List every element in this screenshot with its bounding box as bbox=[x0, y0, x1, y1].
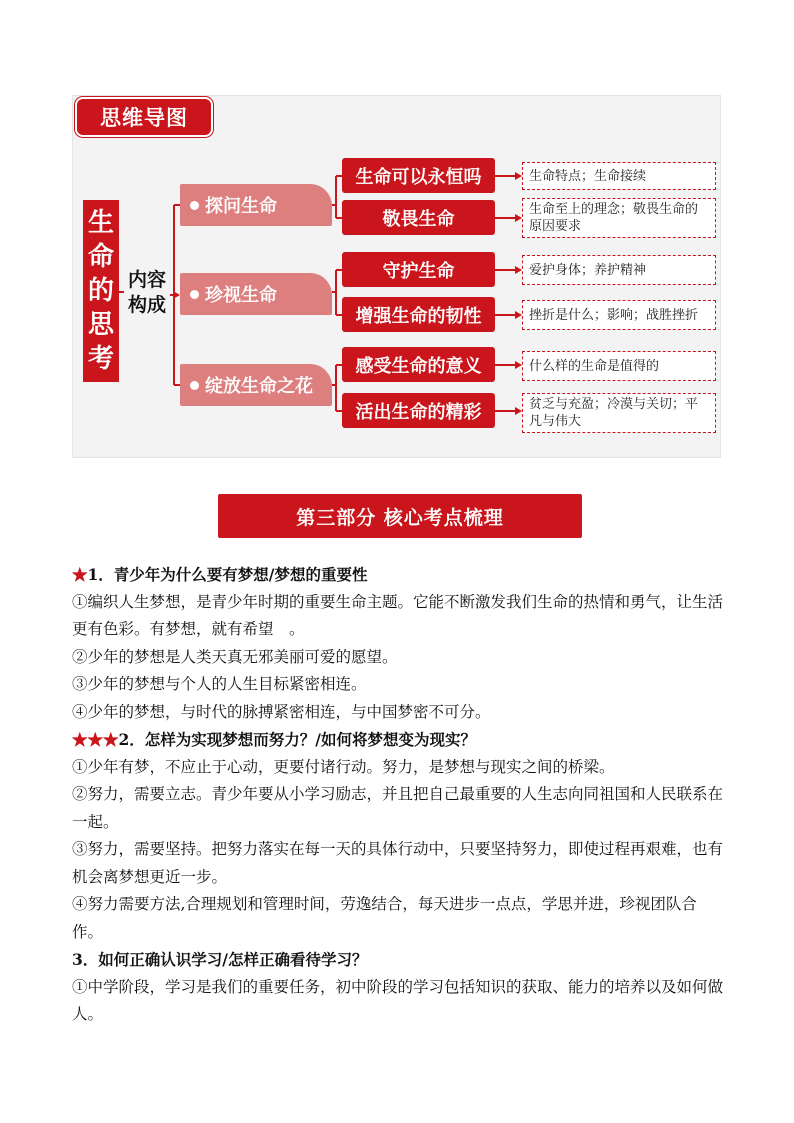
detail-box: 爱护身体；养护精神 bbox=[522, 255, 716, 285]
question-heading bbox=[72, 726, 724, 754]
answer-item: ①编织人生梦想，是青少年时期的重要生命主题。它能不断激发我们生命的热情和勇气，让生活更有色彩。有梦想，就有希望 。 bbox=[72, 592, 724, 638]
category-explore-life bbox=[180, 184, 332, 226]
bullet-icon bbox=[190, 201, 199, 210]
answer-item: ③少年的梦想与个人的人生目标紧密相连。 bbox=[72, 675, 367, 693]
answer-item: ②努力，需要立志。青少年要从小学习励志，并且把自己最重要的人生志向同祖国和人民联系在一起。 bbox=[72, 785, 724, 831]
category-label: 珍视生命 bbox=[205, 285, 277, 306]
composition-label bbox=[124, 268, 170, 318]
detail-box: 什么样的生命是值得的 bbox=[522, 351, 716, 381]
answer-item: ①少年有梦，不应止于心动，更要付诸行动。努力，是梦想与现实之间的桥梁。 bbox=[72, 757, 615, 776]
arrow-head-det1 bbox=[515, 172, 522, 180]
sub-node: 感受生命的意义 bbox=[342, 347, 495, 382]
arrow-head-comp bbox=[173, 291, 180, 299]
answer-item: ④少年的梦想，与时代的脉搏紧密相连，与中国梦密不可分。 bbox=[72, 702, 491, 721]
bullet-icon bbox=[190, 381, 199, 390]
answer-item: ④努力需要方法,合理规划和管理时间，劳逸结合，每天进步一点点，学思并进，珍视团队合作。 bbox=[72, 895, 697, 941]
arrow-head-det4 bbox=[515, 311, 522, 319]
star-icon: ★★★ bbox=[72, 730, 119, 749]
category-bloom-life bbox=[180, 364, 332, 406]
detail-box: 生命特点；生命接续 bbox=[522, 162, 716, 190]
composition-line: 内容 bbox=[127, 269, 166, 291]
detail-box: 挫折是什么；影响；战胜挫折 bbox=[522, 300, 716, 330]
sub-node: 生命可以永恒吗 bbox=[342, 158, 495, 193]
question-title: 1．青少年为什么要有梦想/梦想的重要性 bbox=[87, 565, 368, 584]
detail-box: 贫乏与充盈；冷漠与关切；平凡与伟大 bbox=[522, 393, 716, 433]
section-banner: 第三部分 核心考点梳理 bbox=[218, 494, 582, 538]
root-char: 思 bbox=[87, 310, 114, 340]
root-char: 命 bbox=[87, 242, 114, 272]
arrow-head-det3 bbox=[515, 266, 522, 274]
sub-node: 守护生命 bbox=[342, 252, 495, 287]
composition-line: 构成 bbox=[127, 294, 166, 316]
bullet-icon bbox=[190, 290, 199, 299]
root-char: 生 bbox=[87, 208, 114, 238]
question-1 bbox=[72, 561, 724, 1029]
star-icon: ★ bbox=[72, 565, 88, 584]
category-label: 绽放生命之花 bbox=[205, 376, 313, 397]
mindmap-root bbox=[83, 200, 119, 382]
arrow-head-det5 bbox=[515, 361, 522, 369]
question-heading bbox=[72, 561, 724, 589]
sub-node: 增强生命的韧性 bbox=[342, 297, 495, 332]
root-char: 的 bbox=[87, 276, 114, 306]
root-char: 考 bbox=[87, 344, 114, 374]
category-label: 探问生命 bbox=[205, 196, 277, 217]
detail-box: 生命至上的理念；敬畏生命的原因要求 bbox=[522, 198, 716, 238]
question-heading: 3．如何正确认识学习/怎样正确看待学习？ bbox=[72, 950, 368, 969]
arrow-head-det6 bbox=[515, 407, 522, 415]
answer-item: ②少年的梦想是人类天真无邪美丽可爱的愿望。 bbox=[72, 647, 398, 666]
sub-node: 敬畏生命 bbox=[342, 200, 495, 235]
answer-item: ①中学阶段，学习是我们的重要任务，初中阶段的学习包括知识的获取、能力的培养以及如何做人。 bbox=[72, 977, 724, 1023]
sub-node: 活出生命的精彩 bbox=[342, 393, 495, 428]
category-cherish-life bbox=[180, 273, 332, 315]
question-title: 2．怎样为实现梦想而努力？/如何将梦想变为现实？ bbox=[118, 730, 476, 749]
answer-item: ③努力，需要坚持。把努力落实在每一天的具体行动中，只要坚持努力，即使过程再艰难，也有机会离梦想更近一步。 bbox=[72, 840, 724, 886]
arrow-head-det2 bbox=[515, 214, 522, 222]
mindmap-title: 思维导图 bbox=[75, 97, 213, 137]
